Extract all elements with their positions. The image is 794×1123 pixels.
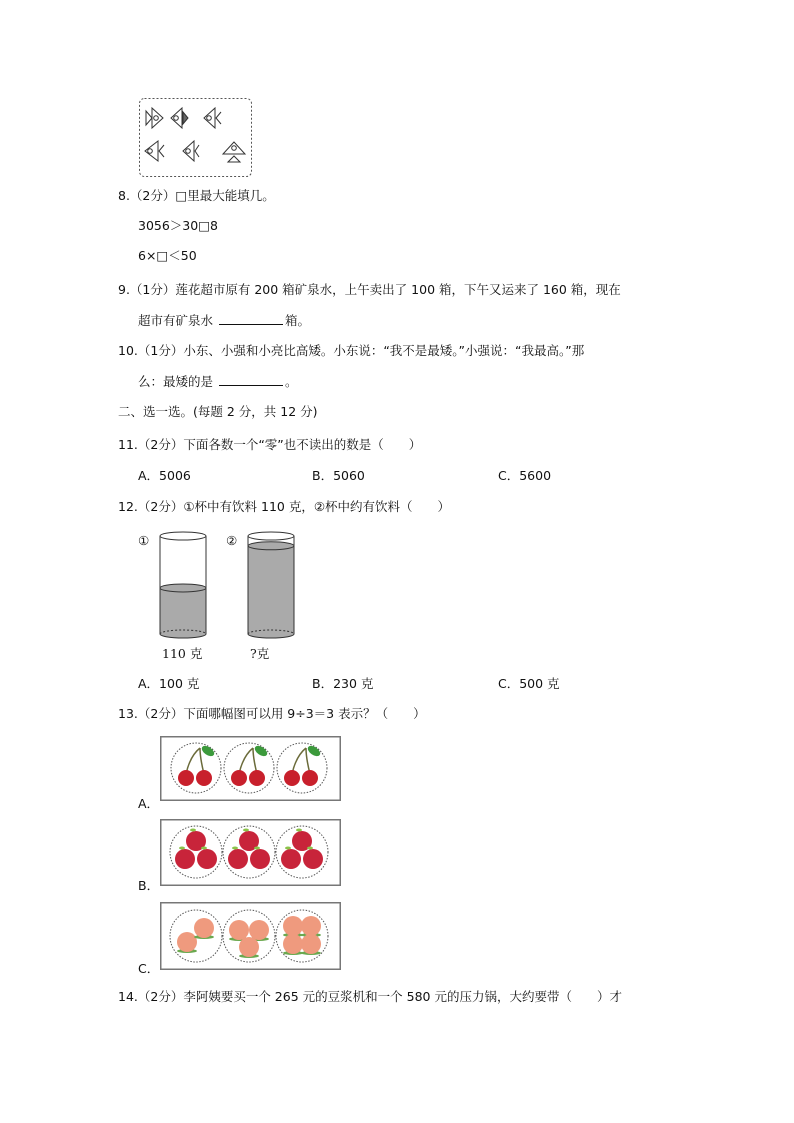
cup2-label: ?克	[250, 646, 270, 661]
q10-line1: 10.（1分）小东、小强和小亮比高矮。小东说：“我不是最矮。”小强说：“我最高。”那	[118, 343, 585, 358]
q11-stem: 11.（2分）下面各数一个“零”也不读出的数是（ ）	[118, 437, 422, 452]
cup1-label: 110 克	[162, 646, 203, 661]
q10-end: 。	[285, 374, 298, 389]
q13-option-a[interactable]: A．	[138, 796, 160, 811]
q8-expression-1: 3056＞30□8	[138, 218, 218, 233]
cup1-mark: ①	[138, 533, 150, 548]
q9-line2	[138, 312, 310, 329]
q10-line2	[138, 373, 298, 390]
q14-stem: 14.（2分）李阿姨要买一个 265 元的豆浆机和一个 580 元的压力锅，大约要带（ ）才	[118, 989, 622, 1004]
q12-option-a[interactable]: A．100 克	[138, 676, 200, 691]
q10-answer-blank[interactable]	[219, 373, 283, 386]
q9-line1: 9.（1分）莲花超市原有 200 箱矿泉水，上午卖出了 100 箱，下午又运来了 160 箱，现在	[118, 282, 621, 297]
q10-text: 么：最矮的是	[138, 374, 214, 389]
q9-answer-blank[interactable]	[219, 312, 283, 325]
q8-expression-2: 6×□＜50	[138, 248, 197, 263]
q8-stem: 8.（2分）□里最大能填几。	[118, 188, 275, 203]
q11-option-c[interactable]: C．5600	[498, 468, 552, 483]
q9-text: 超市有矿泉水	[138, 313, 214, 328]
q11-option-a[interactable]: A．5006	[138, 468, 191, 483]
fish-figure	[139, 98, 252, 177]
q13-stem: 13.（2分）下面哪幅图可以用 9÷3＝3 表示？（ ）	[118, 706, 426, 721]
q12-option-b[interactable]: B．230 克	[312, 676, 374, 691]
section-2-heading: 二、选一选。(每题 2 分，共 12 分)	[118, 404, 318, 419]
cup2-mark: ②	[226, 533, 238, 548]
q13-option-b[interactable]: B．	[138, 878, 160, 893]
option-b-apples-image[interactable]	[160, 819, 341, 886]
cup-1	[160, 532, 206, 638]
cup-2	[248, 532, 294, 638]
option-c-peaches-image[interactable]	[160, 902, 341, 970]
option-a-cherries-image[interactable]	[160, 736, 341, 801]
q12-option-c[interactable]: C．500 克	[498, 676, 560, 691]
q13-option-c[interactable]: C．	[138, 961, 160, 976]
q11-option-b[interactable]: B．5060	[312, 468, 365, 483]
q12-stem: 12.（2分）①杯中有饮料 110 克，②杯中约有饮料（ ）	[118, 499, 451, 514]
q9-unit: 箱。	[285, 313, 311, 328]
cups-figure	[150, 528, 300, 643]
